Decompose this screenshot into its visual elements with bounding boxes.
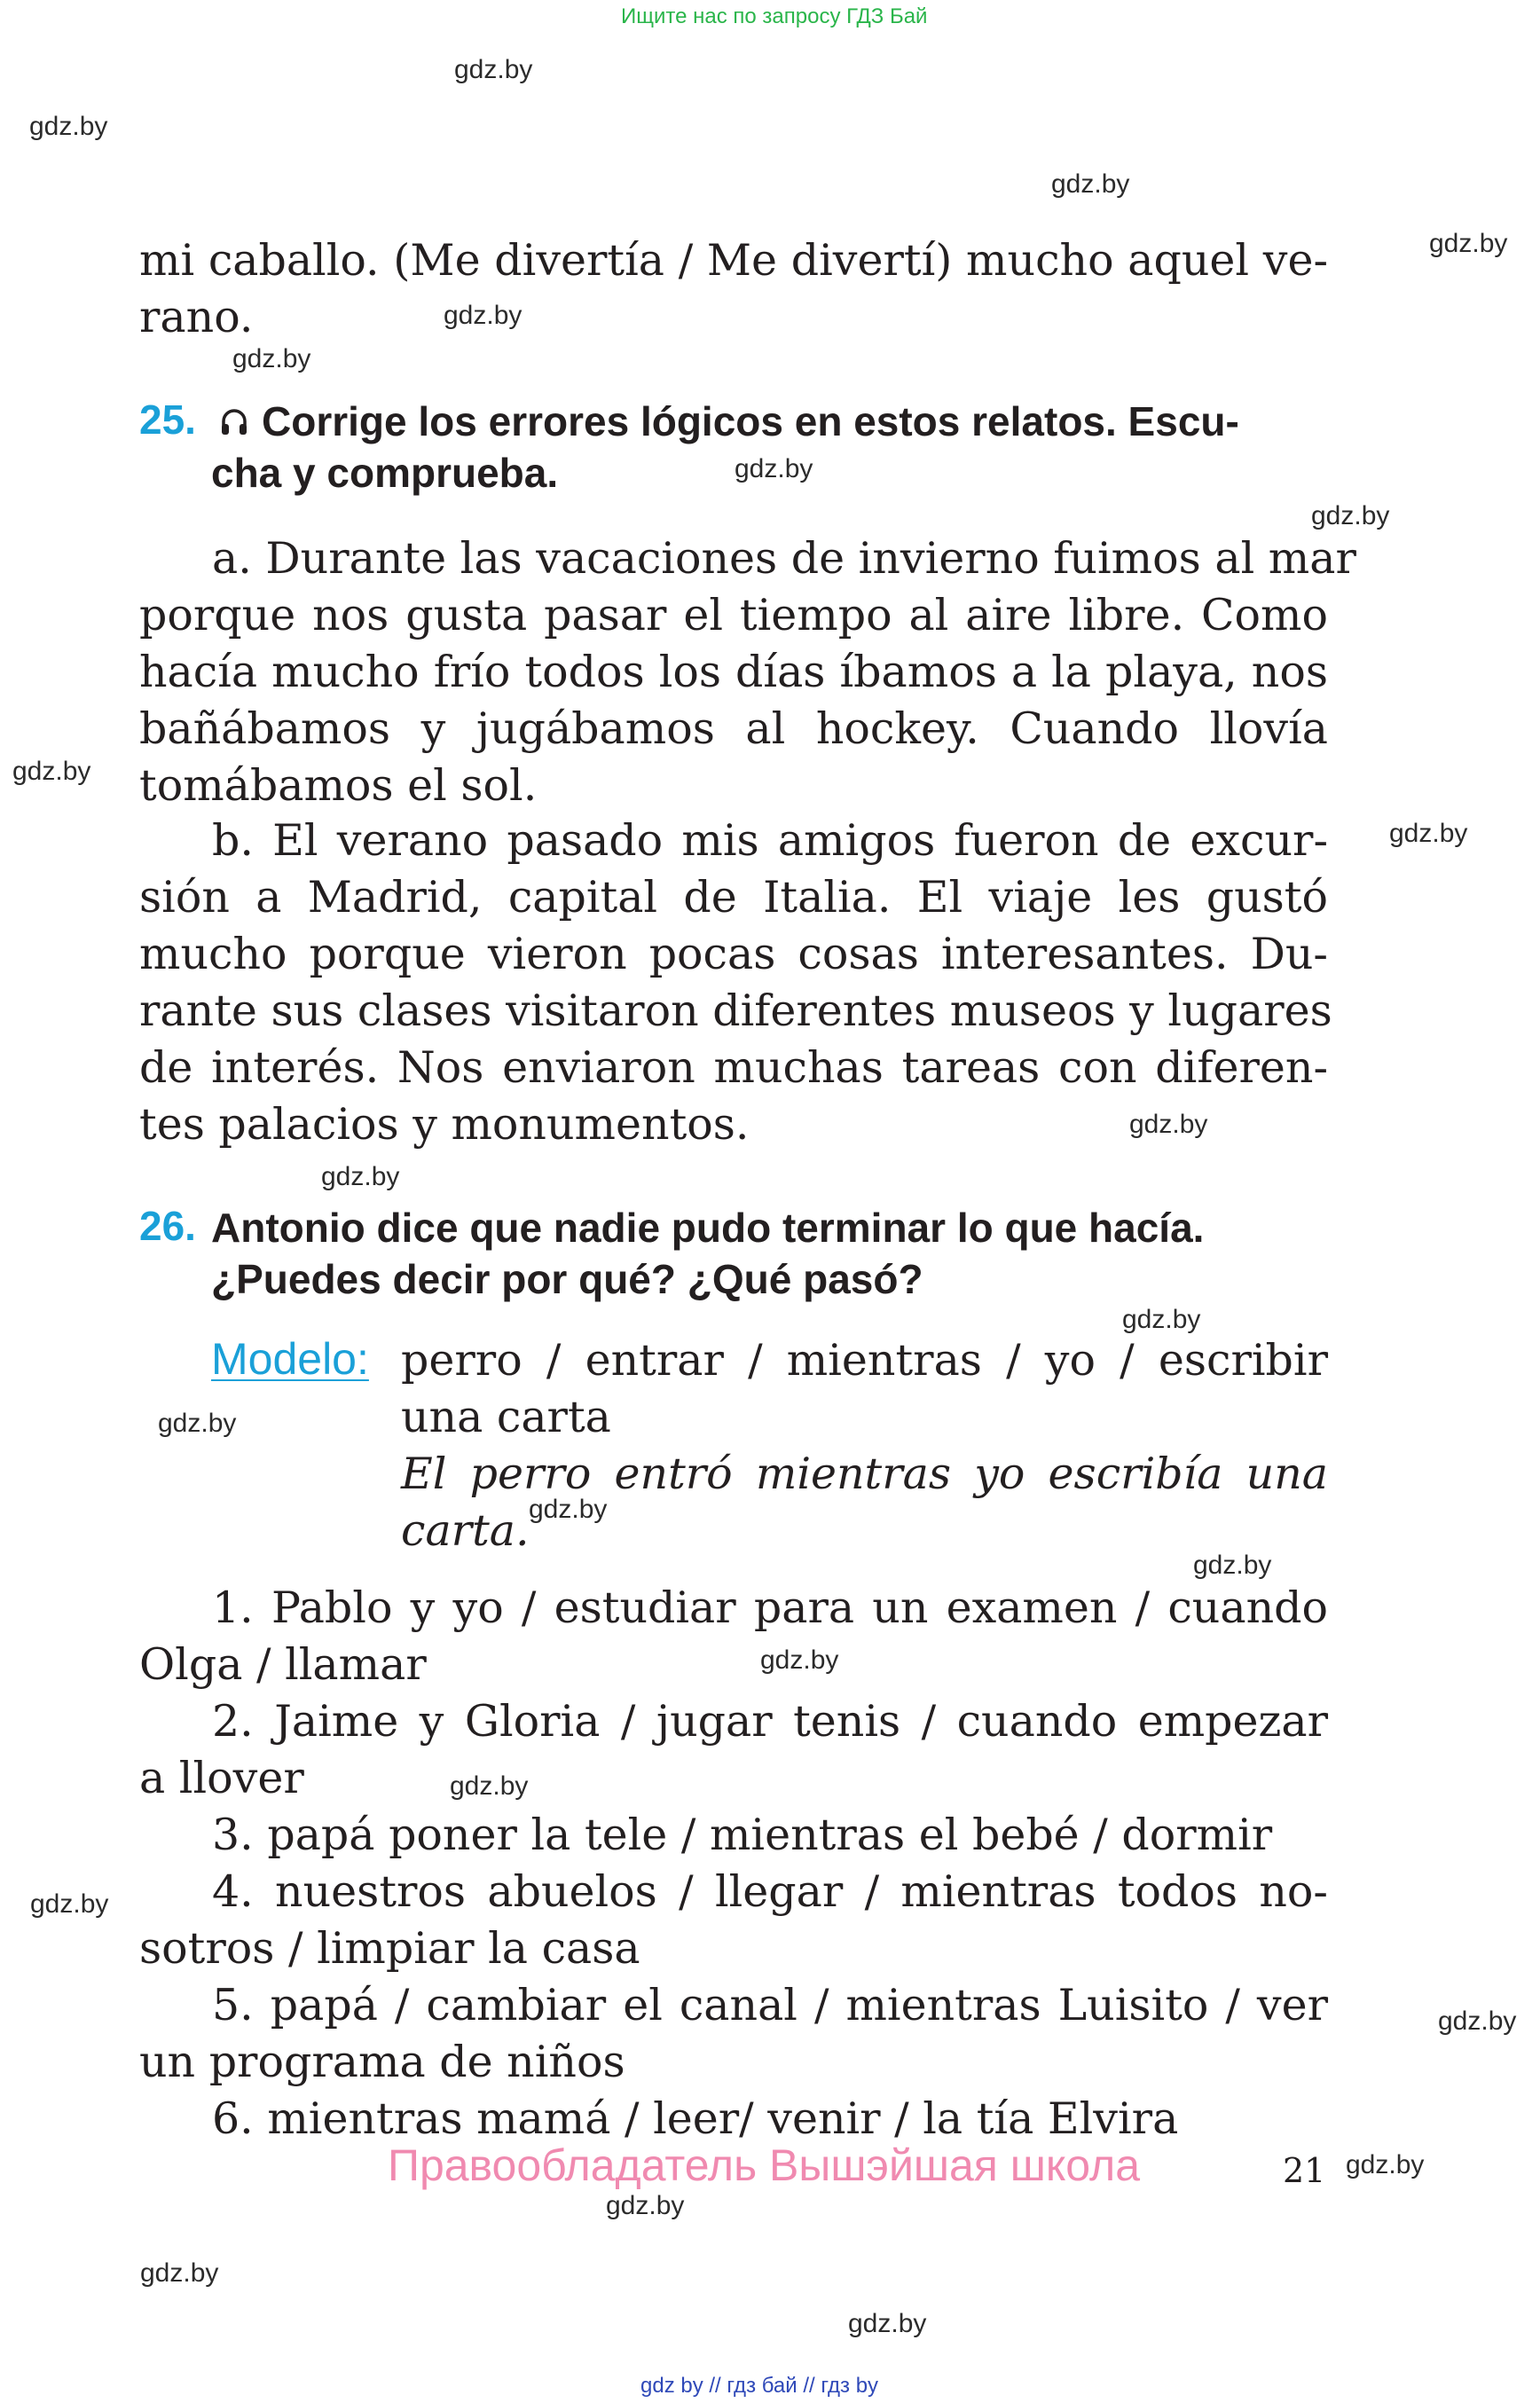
watermark: gdz.by	[1389, 819, 1468, 848]
watermark: gdz.by	[1438, 2006, 1517, 2036]
watermark: gdz.by	[1122, 1305, 1201, 1334]
watermark: gdz.by	[444, 301, 522, 330]
watermark: gdz.by	[1193, 1551, 1272, 1580]
watermark: gdz.by	[760, 1645, 839, 1675]
carryover-line: rano.	[139, 292, 254, 342]
model-prompt	[401, 1332, 1328, 1559]
watermark: gdz.by	[606, 2191, 685, 2220]
list-item: Olga / llamar	[139, 1639, 427, 1690]
exercise-25-title-line: Corrige los errores lógicos en estos relatos. Escu-	[262, 398, 1239, 444]
story-a-line: hacía mucho frío todos los días íbamos a la playa, nos	[139, 647, 1328, 697]
story-b-line: de interés. Nos enviaron muchas tareas con diferen-	[139, 1042, 1328, 1093]
list-item: 6. mientras mamá / leer/ venir / la tía Elvira	[212, 2093, 1179, 2144]
story-a	[139, 530, 1356, 814]
watermark: gdz.by	[1346, 2150, 1425, 2179]
watermark: gdz.by	[454, 55, 533, 84]
carryover-line: mi caballo. (Me divertía / Me divertí) mucho aquel ve-	[139, 235, 1328, 286]
model-label: Modelo:	[211, 1334, 369, 1384]
model-prompt-line: una carta	[401, 1392, 611, 1442]
list-item: 4. nuestros abuelos / llegar / mientras todos no-	[212, 1866, 1328, 1917]
exercise-26-title-line: ¿Puedes decir por qué? ¿Qué pasó?	[211, 1256, 923, 1302]
watermark: gdz.by	[1429, 229, 1508, 258]
headphones-icon	[218, 406, 250, 438]
watermark: gdz.by	[1129, 1110, 1208, 1139]
model-prompt-line: perro / entrar / mientras / yo / escribir	[401, 1335, 1328, 1386]
watermark: gdz.by	[321, 1162, 400, 1191]
watermark: gdz.by	[1311, 501, 1390, 530]
carryover-text	[139, 232, 1328, 346]
story-b-line: b. El verano pasado mis amigos fueron de excur-	[212, 815, 1328, 866]
watermark: gdz.by	[232, 344, 311, 373]
story-b-line: tes palacios y monumentos.	[139, 1099, 750, 1150]
top-banner: Ищите нас по запросу ГДЗ Бай	[621, 4, 928, 28]
footer-links: gdz by // гдз бай // гдз by	[640, 2374, 879, 2398]
list-item: 3. papá poner la tele / mientras el bebé / dormir	[212, 1810, 1273, 1860]
copyright-notice: Правообладатель Вышэйшая школа	[388, 2140, 1140, 2190]
exercise-26-title-line: Antonio dice que nadie pudo terminar lo que hacía.	[211, 1205, 1205, 1251]
model-answer-line: carta.	[401, 1505, 530, 1556]
watermark: gdz.by	[735, 454, 813, 483]
story-a-line: bañábamos y jugábamos al hockey. Cuando llovía	[139, 703, 1328, 754]
list-item: un programa de niños	[139, 2037, 625, 2087]
story-b-line: mucho porque vieron pocas cosas interesantes. Du-	[139, 929, 1328, 979]
watermark: gdz.by	[158, 1409, 237, 1438]
exercise-25-title-line: cha y comprueba.	[211, 450, 559, 496]
list-item: 2. Jaime y Gloria / jugar tenis / cuando empezar	[212, 1696, 1328, 1747]
watermark: gdz.by	[450, 1771, 529, 1801]
story-a-line: porque nos gusta pasar el tiempo al aire libre. Como	[139, 590, 1328, 640]
story-b-line: sión a Madrid, capital de Italia. El viaje les gustó	[139, 872, 1328, 923]
story-a-line: a. Durante las vacaciones de invierno fuimos al mar	[212, 533, 1356, 584]
list-item: a llover	[139, 1753, 304, 1803]
story-a-line: tomábamos el sol.	[139, 760, 538, 811]
list-item: sotros / limpiar la casa	[139, 1923, 640, 1974]
model-answer-line: El perro entró mientras yo escribía una	[401, 1449, 1328, 1499]
exercise-26-number: 26.	[139, 1203, 196, 1249]
exercise-25-number: 25.	[139, 397, 196, 443]
page-number: 21	[1283, 2151, 1326, 2190]
watermark: gdz.by	[12, 757, 91, 786]
story-b-line: rante sus clases visitaron diferentes museos y lugares	[139, 986, 1332, 1036]
watermark: gdz.by	[848, 2309, 927, 2338]
watermark: gdz.by	[30, 1889, 109, 1919]
watermark: gdz.by	[1051, 169, 1130, 199]
story-b	[139, 813, 1332, 1153]
watermark: gdz.by	[29, 112, 108, 141]
watermark: gdz.by	[140, 2258, 219, 2288]
exercise-26-items	[139, 1580, 1328, 2148]
watermark: gdz.by	[529, 1495, 608, 1524]
list-item: 5. papá / cambiar el canal / mientras Luisito / ver	[212, 1980, 1328, 2030]
list-item: 1. Pablo y yo / estudiar para un examen / cuando	[212, 1582, 1328, 1633]
